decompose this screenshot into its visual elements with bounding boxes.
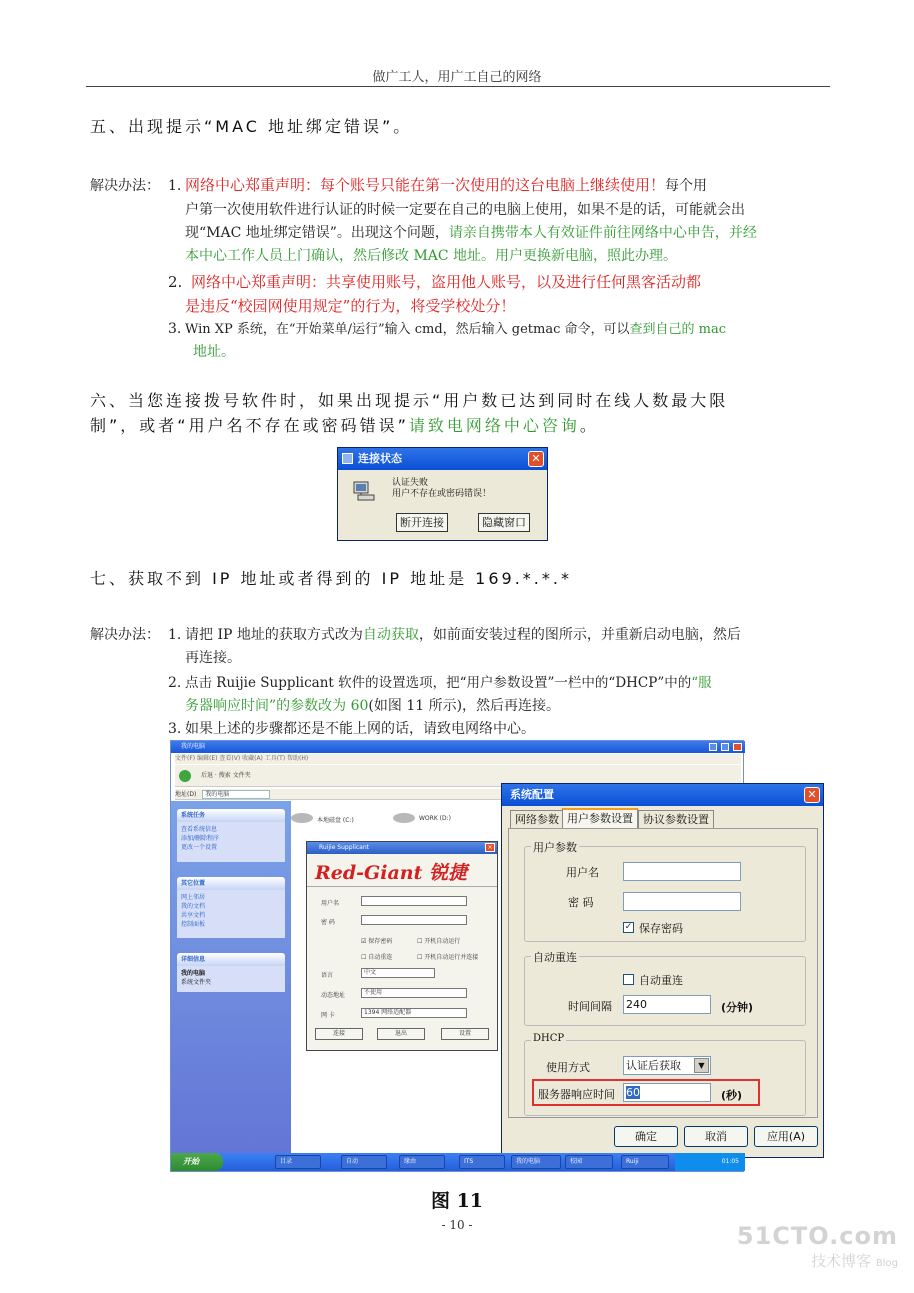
section7-item1-line2: 再连接。: [185, 650, 241, 666]
section7-item2-green-a: “服: [691, 675, 712, 691]
section7-item2-line1: [185, 672, 712, 696]
ruijie-pass-label: 密 码: [321, 919, 335, 926]
figure-caption: 图 11: [430, 1190, 484, 1212]
section5-item1-text-a: 每个用: [665, 178, 708, 194]
system-task-item[interactable]: 查看系统信息: [181, 826, 218, 833]
taskbar-item[interactable]: ITS: [459, 1155, 505, 1169]
section7-heading: 七、获取不到 IP 地址或者得到的 IP 地址是 169.*.*.*: [90, 569, 572, 588]
ruijie-auto-run-label: 开机自动运行: [424, 938, 461, 945]
apply-button[interactable]: 应用(A): [754, 1126, 818, 1147]
explorer-close-icon[interactable]: [733, 743, 742, 751]
system-config-titlebar: [502, 784, 823, 806]
ruijie-auto-run-connect-label: 开机自动运行并连接: [424, 954, 479, 961]
ruijie-connect-button[interactable]: 连接: [315, 1028, 363, 1040]
tab-user-params[interactable]: 用户参数设置: [562, 808, 638, 828]
red-giant-logo: Red-Giant 锐捷: [315, 862, 468, 884]
explorer-titlebar: [171, 741, 745, 753]
tab-network-params[interactable]: 网络参数: [510, 810, 564, 828]
header-rule: [86, 86, 830, 87]
ruijie-auto-run[interactable]: ☐ 开机自动运行: [417, 938, 461, 945]
ruijie-nic-select[interactable]: 1394 网络适配器: [361, 1008, 467, 1018]
hide-window-button[interactable]: 隐藏窗口: [478, 513, 530, 532]
section5-item1-line2: 户第一次使用软件进行认证的时候一定要在自己的电脑上使用，如果不是的话，可能就会出: [185, 202, 745, 218]
cancel-button[interactable]: 取消: [684, 1126, 748, 1147]
maximize-icon[interactable]: [721, 743, 729, 751]
explorer-title: 我的电脑: [181, 743, 206, 750]
section7-item1-text-b: ，如前面安装过程的图所示，并重新启动电脑，然后: [418, 627, 741, 643]
other-place-item[interactable]: 网上邻居: [181, 894, 206, 901]
system-task-item[interactable]: 更改一个设置: [181, 844, 218, 851]
ruijie-user-input[interactable]: [361, 896, 467, 906]
sysconf-pass-input[interactable]: [623, 892, 741, 911]
chevron-down-icon[interactable]: ▼: [694, 1058, 709, 1073]
clock: 01:05: [721, 1158, 739, 1165]
response-time-input[interactable]: [623, 1083, 711, 1102]
ruijie-pass-input[interactable]: [361, 915, 467, 925]
mode-select[interactable]: [623, 1056, 711, 1075]
ruijie-auto-reconnect-label: 自动重连: [368, 954, 393, 961]
section5-item3-line2: 地址。: [193, 344, 235, 360]
save-password-label: 保存密码: [639, 922, 683, 935]
ruijie-supplicant-window: [306, 841, 498, 1051]
section5-item2-line2: 是违反“校园网使用规定”的行为，将受学校处分！: [185, 297, 516, 315]
address-value[interactable]: 我的电脑: [202, 790, 270, 799]
section7-item3-line: 如果上述的步骤都还是不能上网的话，请致电网络中心。: [185, 721, 535, 737]
system-task-item[interactable]: 添加/删除程序: [181, 835, 220, 842]
other-places-panel: [177, 890, 285, 938]
drive-c-label[interactable]: 本地磁盘 (C:): [317, 817, 354, 824]
disconnect-button[interactable]: 断开连接: [396, 513, 448, 532]
section5-item2-line1: 网络中心郑重声明：共享使用账号，盗用他人账号，以及进行任何黑客活动都: [191, 273, 702, 291]
watermark-line2-text: 技术博客: [811, 1252, 872, 1270]
section7-item2-text-b: (如图 11 所示)，然后再连接。: [368, 698, 561, 714]
response-time-label: 服务器响应时间: [538, 1088, 615, 1101]
details-panel: [177, 966, 285, 992]
section6-heading-end: 。: [579, 416, 599, 435]
close-icon[interactable]: ✕: [528, 451, 544, 467]
figure11-screenshot: [170, 740, 817, 1172]
section5-item1-text-c: 现“MAC 地址绑定错误”。出现这个问题，: [185, 225, 449, 241]
back-icon[interactable]: [179, 770, 191, 782]
watermark-line1: 51CTO.com: [736, 1222, 898, 1250]
auto-reconnect-group: [524, 951, 806, 1026]
section7-item1-text-a: 请把 IP 地址的获取方式改为: [185, 627, 363, 643]
auto-reconnect-group-label: 自动重连: [533, 951, 577, 964]
taskbar: [171, 1153, 745, 1171]
mode-label: 使用方式: [546, 1061, 590, 1074]
auto-reconnect-checkbox[interactable]: [623, 974, 634, 985]
response-time-value: 60: [626, 1086, 640, 1099]
section5-solution-label: 解决办法：: [90, 178, 160, 194]
section5-item2-num: 2.: [168, 273, 183, 291]
section7-item2-line2: [185, 695, 560, 719]
other-place-item[interactable]: 我的文档: [181, 903, 206, 910]
drive-d-label[interactable]: WORK (D:): [419, 815, 451, 822]
section7-solution-label: 解决办法：: [90, 627, 160, 643]
response-time-unit: (秒): [721, 1089, 743, 1102]
ruijie-titlebar: [307, 842, 497, 854]
running-header: 做广工人，用广工自己的网络: [372, 70, 542, 85]
sysconf-pass-label: 密 码: [568, 896, 594, 909]
computer-icon: [352, 480, 376, 502]
ruijie-user-label: 用户名: [321, 900, 340, 907]
details-item: 系统文件夹: [181, 979, 212, 986]
mode-select-value: 认证后获取: [626, 1059, 681, 1072]
ruijie-lang-select[interactable]: 中文: [361, 968, 435, 978]
ruijie-settings-button[interactable]: 设置: [441, 1028, 489, 1040]
auth-failed-text: 认证失败: [392, 478, 429, 488]
ruijie-save-pass-label: 保存密码: [368, 938, 393, 945]
connection-status-dialog: [337, 447, 548, 541]
drive-icon[interactable]: [393, 813, 415, 823]
dhcp-group-label: DHCP: [533, 1033, 565, 1044]
taskbar-item[interactable]: 目录: [275, 1155, 321, 1169]
section7-item1-line1: [185, 624, 741, 648]
section5-item3-line1: [185, 318, 726, 342]
details-panel-title[interactable]: 详细信息: [177, 953, 285, 966]
section7-item2-text-a: 点击 Ruijie Supplicant 软件的设置选项，把“用户参数设置”一栏中的“DHCP”中的: [185, 675, 692, 691]
connection-status-title: 连接状态: [358, 452, 402, 465]
tab-protocol-params[interactable]: 协议参数设置: [638, 810, 714, 828]
interval-input[interactable]: 240: [623, 995, 711, 1014]
taskbar-item[interactable]: 我的电脑: [511, 1155, 561, 1169]
section5-item1-green-a: 请亲自携带本人有效证件前往网络中心申告，并经: [448, 225, 757, 241]
address-label: 地址(D): [175, 791, 197, 798]
watermark-line3-text: Blog: [875, 1258, 898, 1269]
user-not-exist-text: 用户不存在或密码错误！: [392, 489, 492, 499]
other-place-item[interactable]: 共享文档: [181, 912, 206, 919]
section5-item3-text: Win XP 系统，在“开始菜单/运行”输入 cmd，然后输入 getmac 命令，可以: [185, 322, 630, 337]
ok-button[interactable]: 确定: [614, 1126, 678, 1147]
taskbar-item[interactable]: 校园: [565, 1155, 613, 1169]
section7-item1-num: 1.: [168, 627, 182, 643]
section5-item1-red: 网络中心郑重声明：每个账号只能在第一次使用的这台电脑上继续使用！: [185, 176, 666, 194]
minimize-icon[interactable]: [709, 743, 717, 751]
save-password-checkbox[interactable]: ✓: [624, 922, 633, 932]
section6-heading-green: 请致电网络中心咨询: [408, 416, 580, 435]
section7-item2-num: 2.: [168, 675, 182, 691]
watermark-line2: [737, 1250, 898, 1271]
section7-item1-green: 自动获取: [362, 627, 419, 643]
ruijie-lang-label: 语言: [321, 972, 334, 979]
other-place-item[interactable]: 控制面板: [181, 921, 206, 928]
taskbar-item[interactable]: Ruiji: [621, 1155, 669, 1169]
system-tasks-panel-title[interactable]: 系统任务: [177, 809, 285, 822]
section5-item3-num: 3.: [168, 321, 182, 337]
section5-item1-line3: [185, 222, 757, 246]
section5-item3-green-a: 查到自己的 mac: [629, 322, 727, 337]
system-config-title: 系统配置: [510, 788, 554, 801]
section5-heading: 五、出现提示“MAC 地址绑定错误”。: [90, 117, 413, 136]
ruijie-auto-reconnect[interactable]: ☐ 自动重连: [361, 954, 393, 961]
taskbar-item[interactable]: 缘由: [399, 1155, 445, 1169]
section7-item2-green-b: 务器响应时间”的参数改为 60: [185, 698, 369, 714]
connection-status-message: [392, 478, 491, 500]
interval-label: 时间间隔: [568, 1000, 612, 1013]
ruijie-divider: [307, 886, 497, 887]
ruijie-auto-run-connect[interactable]: ☐ 开机自动运行并连接: [417, 954, 479, 961]
explorer-menubar[interactable]: 文件(F) 编辑(E) 查看(V) 收藏(A) 工具(T) 帮助(H): [175, 754, 741, 764]
start-button[interactable]: 开始: [171, 1153, 223, 1171]
section6-heading-b: 制”，或者“用户名不存在或密码错误”: [90, 416, 409, 435]
watermark: [737, 1222, 898, 1271]
sysconf-close-icon[interactable]: ✕: [804, 787, 820, 803]
section6-heading-line2: [90, 413, 599, 436]
ruijie-close-icon[interactable]: ×: [485, 843, 495, 852]
ruijie-exit-button[interactable]: 退出: [377, 1028, 425, 1040]
system-config-dialog: [501, 783, 824, 1158]
sysconf-user-input[interactable]: [623, 862, 741, 881]
system-tasks-panel: [177, 822, 285, 862]
sysconf-user-label: 用户名: [566, 866, 599, 879]
ruijie-save-pass[interactable]: ☑ 保存密码: [361, 938, 393, 945]
section5-item1-line1: [185, 173, 835, 198]
auto-reconnect-label: 自动重连: [639, 974, 683, 987]
page-number: - 10 -: [441, 1218, 473, 1232]
taskbar-item[interactable]: 自动: [341, 1155, 387, 1169]
section6-heading-line1: 六、当您连接拨号软件时，如果出现提示“用户数已达到同时在线人数最大限: [90, 391, 729, 410]
ruijie-dynamic-select[interactable]: 不使用: [361, 988, 467, 998]
section5-item1-line4: 本中心工作人员上门确认，然后修改 MAC 地址。用户更换新电脑，照此办理。: [185, 248, 678, 264]
network-icon: [342, 453, 353, 464]
ruijie-title: Ruijie Supplicant: [319, 844, 369, 851]
section7-item3-num: 3.: [168, 721, 182, 737]
section5-item1-num: 1.: [168, 178, 182, 194]
interval-unit: (分钟): [721, 1001, 754, 1014]
details-item: 我的电脑: [181, 970, 206, 977]
other-places-panel-title[interactable]: 其它位置: [177, 877, 285, 890]
drive-icon[interactable]: [291, 813, 313, 823]
ruijie-nic-label: 网 卡: [321, 1012, 335, 1019]
system-tray: [675, 1153, 745, 1171]
toolbar-text: 后退 · 搜索 文件夹: [201, 772, 251, 779]
user-params-group-label: 用户参数: [533, 841, 577, 854]
ruijie-dynamic-label: 动态地址: [321, 992, 346, 999]
connection-status-titlebar: [338, 448, 547, 470]
